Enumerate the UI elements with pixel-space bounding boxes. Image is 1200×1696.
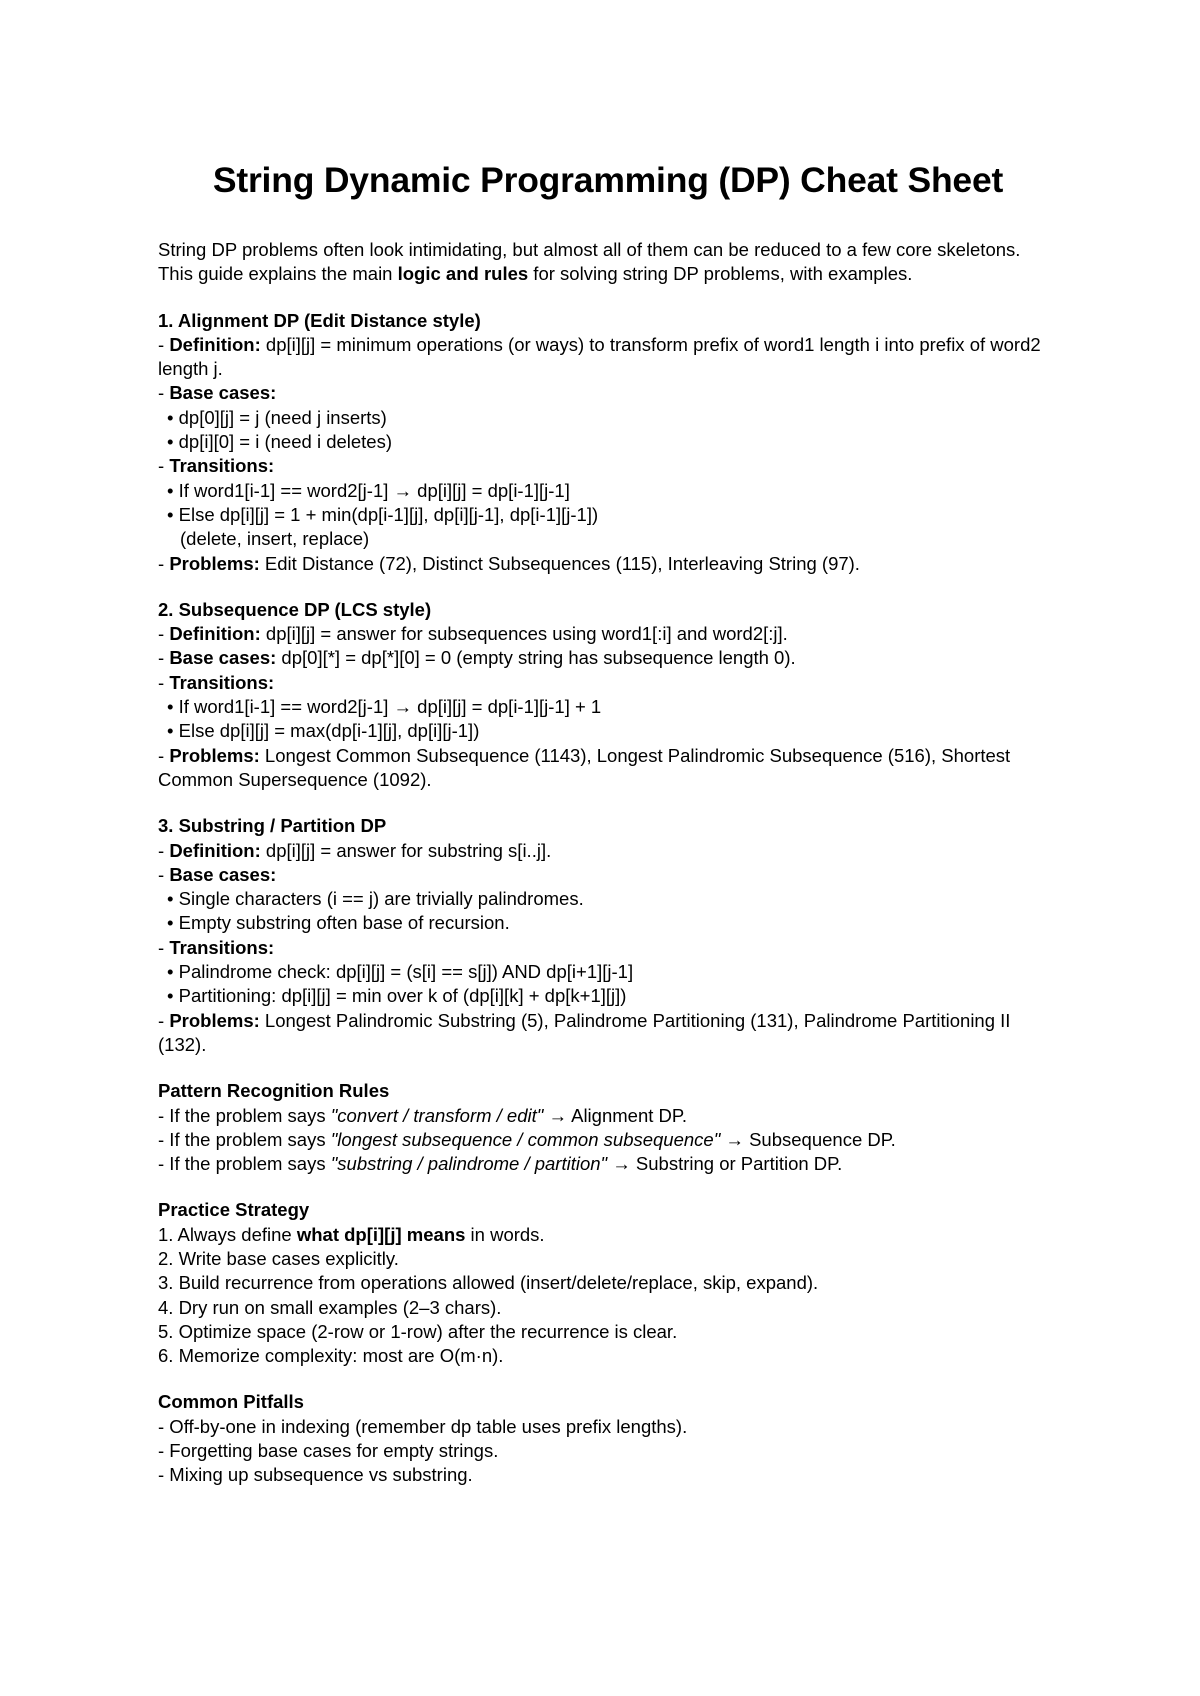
strategy-step: 6. Memorize complexity: most are O(m·n). <box>158 1345 504 1367</box>
section-alignment-dp <box>158 309 1058 576</box>
section-subsequence-dp <box>158 598 1058 792</box>
pitfall-item: - Forgetting base cases for empty strings. <box>158 1440 499 1462</box>
problems-line: - Problems: Edit Distance (72), Distinct Subsequences (115), Interleaving String (97). <box>158 552 860 574</box>
intro-paragraph <box>158 238 1058 287</box>
page-title: String Dynamic Programming (DP) Cheat Sheet <box>212 160 1004 200</box>
transitions-label-line: - Transitions: <box>158 671 275 693</box>
base-case-item: • dp[0][j] = j (need j inserts) <box>167 406 387 428</box>
rule-result: → Subsequence DP. <box>720 1128 896 1150</box>
pitfall-item: - Mixing up subsequence vs substring. <box>158 1464 473 1486</box>
definition-line: - Definition: dp[i][j] = answer for substring s[i..j]. <box>158 839 552 861</box>
transitions-label: Transitions: <box>169 671 275 693</box>
section-heading: Practice Strategy <box>158 1199 310 1221</box>
rule-keywords: "convert / transform / edit" <box>330 1104 544 1126</box>
transition-item: • Else dp[i][j] = max(dp[i-1][j], dp[i][j-1]) <box>167 720 480 742</box>
base-case-item: • Single characters (i == j) are trivially palindromes. <box>167 888 584 910</box>
strategy-step: 5. Optimize space (2-row or 1-row) after the recurrence is clear. <box>158 1320 678 1342</box>
definition-text: dp[i][j] = answer for substring s[i..j]. <box>260 839 552 861</box>
problems-text: Edit Distance (72), Distinct Subsequences (115), Interleaving String (97). <box>259 552 860 574</box>
transitions-label: Transitions: <box>169 936 275 958</box>
pattern-rule <box>158 1104 1058 1128</box>
rule-keywords: "longest subsequence / common subsequence" <box>330 1128 721 1150</box>
definition-label: Definition: <box>169 839 261 861</box>
base-cases-label-line: - Base cases: <box>158 382 277 404</box>
section-heading: Common Pitfalls <box>158 1391 304 1413</box>
transition-item: • Partitioning: dp[i][j] = min over k of (dp[i][k] + dp[k+1][j]) <box>167 985 627 1007</box>
transition-item: • Palindrome check: dp[i][j] = (s[i] == s[j]) AND dp[i+1][j-1] <box>167 961 634 983</box>
step-suffix: in words. <box>465 1223 545 1245</box>
transitions-label: Transitions: <box>169 455 275 477</box>
definition-label: Definition: <box>169 333 261 355</box>
intro-text-2: for solving string DP problems, with examples. <box>528 263 913 285</box>
problems-label: Problems: <box>169 552 260 574</box>
step-bold: what dp[i][j] means <box>296 1223 466 1245</box>
document-body <box>158 238 1058 1510</box>
section-heading: 1. Alignment DP (Edit Distance style) <box>158 309 481 331</box>
rule-result: → Alignment DP. <box>543 1104 687 1126</box>
base-cases-text: dp[0][*] = dp[*][0] = 0 (empty string has subsequence length 0). <box>276 647 796 669</box>
rule-prefix: - If the problem says <box>158 1153 331 1175</box>
problems-line: - Problems: Longest Common Subsequence (1143), Longest Palindromic Subsequence (516), Shortest Common Supersequence (1092). <box>158 744 1011 790</box>
section-common-pitfalls <box>158 1390 1058 1487</box>
strategy-step: 2. Write base cases explicitly. <box>158 1247 399 1269</box>
transition-item: • If word1[i-1] == word2[j-1] → dp[i][j] = dp[i-1][j-1] + 1 <box>167 696 602 718</box>
problems-label: Problems: <box>169 1009 260 1031</box>
base-case-item: • Empty substring often base of recursion. <box>167 912 510 934</box>
pattern-rule <box>158 1152 1058 1176</box>
pattern-rule <box>158 1128 1058 1152</box>
base-cases-label: Base cases: <box>169 863 277 885</box>
problems-text: Longest Common Subsequence (1143), Longest Palindromic Subsequence (516), Shortest Common Supersequence (1092). <box>158 744 1011 790</box>
rule-prefix: - If the problem says <box>158 1104 331 1126</box>
problems-line: - Problems: Longest Palindromic Substring (5), Palindrome Partitioning (131), Palindrome Partitioning II (132). <box>158 1009 1011 1055</box>
intro-bold: logic and rules <box>397 263 529 285</box>
section-pattern-recognition <box>158 1079 1058 1176</box>
transition-item: • Else dp[i][j] = 1 + min(dp[i-1][j], dp[i][j-1], dp[i-1][j-1]) <box>167 503 599 525</box>
section-heading: 2. Subsequence DP (LCS style) <box>158 598 432 620</box>
transitions-label-line: - Transitions: <box>158 936 275 958</box>
transition-item: • If word1[i-1] == word2[j-1] → dp[i][j] = dp[i-1][j-1] <box>167 479 570 501</box>
strategy-step <box>158 1223 1058 1247</box>
strategy-step: 3. Build recurrence from operations allowed (insert/delete/replace, skip, expand). <box>158 1272 819 1294</box>
step-prefix: 1. Always define <box>158 1223 297 1245</box>
transition-note: (delete, insert, replace) <box>180 528 370 550</box>
definition-line: - Definition: dp[i][j] = minimum operations (or ways) to transform prefix of word1 length i into prefix of word2 length j. <box>158 333 1041 380</box>
rule-keywords: "substring / palindrome / partition" <box>330 1153 608 1175</box>
section-heading: Pattern Recognition Rules <box>158 1080 390 1102</box>
definition-text: dp[i][j] = minimum operations (or ways) to transform prefix of word1 length i into prefix of word2 length j. <box>158 333 1041 380</box>
definition-text: dp[i][j] = answer for subsequences using word1[:i] and word2[:j]. <box>260 623 788 645</box>
problems-text: Longest Palindromic Substring (5), Palindrome Partitioning (131), Palindrome Partitioning II (132). <box>158 1009 1011 1055</box>
problems-label: Problems: <box>169 744 260 766</box>
base-cases-label: Base cases: <box>169 647 277 669</box>
base-cases-label-line: - Base cases: <box>158 863 277 885</box>
transitions-label-line: - Transitions: <box>158 455 275 477</box>
section-substring-partition-dp <box>158 814 1058 1057</box>
base-cases-line: - Base cases: dp[0][*] = dp[*][0] = 0 (empty string has subsequence length 0). <box>158 647 796 669</box>
section-heading: 3. Substring / Partition DP <box>158 815 387 837</box>
definition-line: - Definition: dp[i][j] = answer for subsequences using word1[:i] and word2[:j]. <box>158 623 788 645</box>
rule-result: → Substring or Partition DP. <box>607 1153 843 1175</box>
pitfall-item: - Off-by-one in indexing (remember dp table uses prefix lengths). <box>158 1415 688 1437</box>
base-case-item: • dp[i][0] = i (need i deletes) <box>167 431 393 453</box>
base-cases-label: Base cases: <box>169 382 277 404</box>
strategy-step: 4. Dry run on small examples (2–3 chars). <box>158 1296 502 1318</box>
definition-label: Definition: <box>169 623 261 645</box>
section-practice-strategy <box>158 1198 1058 1368</box>
intro-text-1: String DP problems often look intimidating, but almost all of them can be reduced to a few core skeletons. This guide explains the main <box>158 239 1021 285</box>
rule-prefix: - If the problem says <box>158 1128 331 1150</box>
